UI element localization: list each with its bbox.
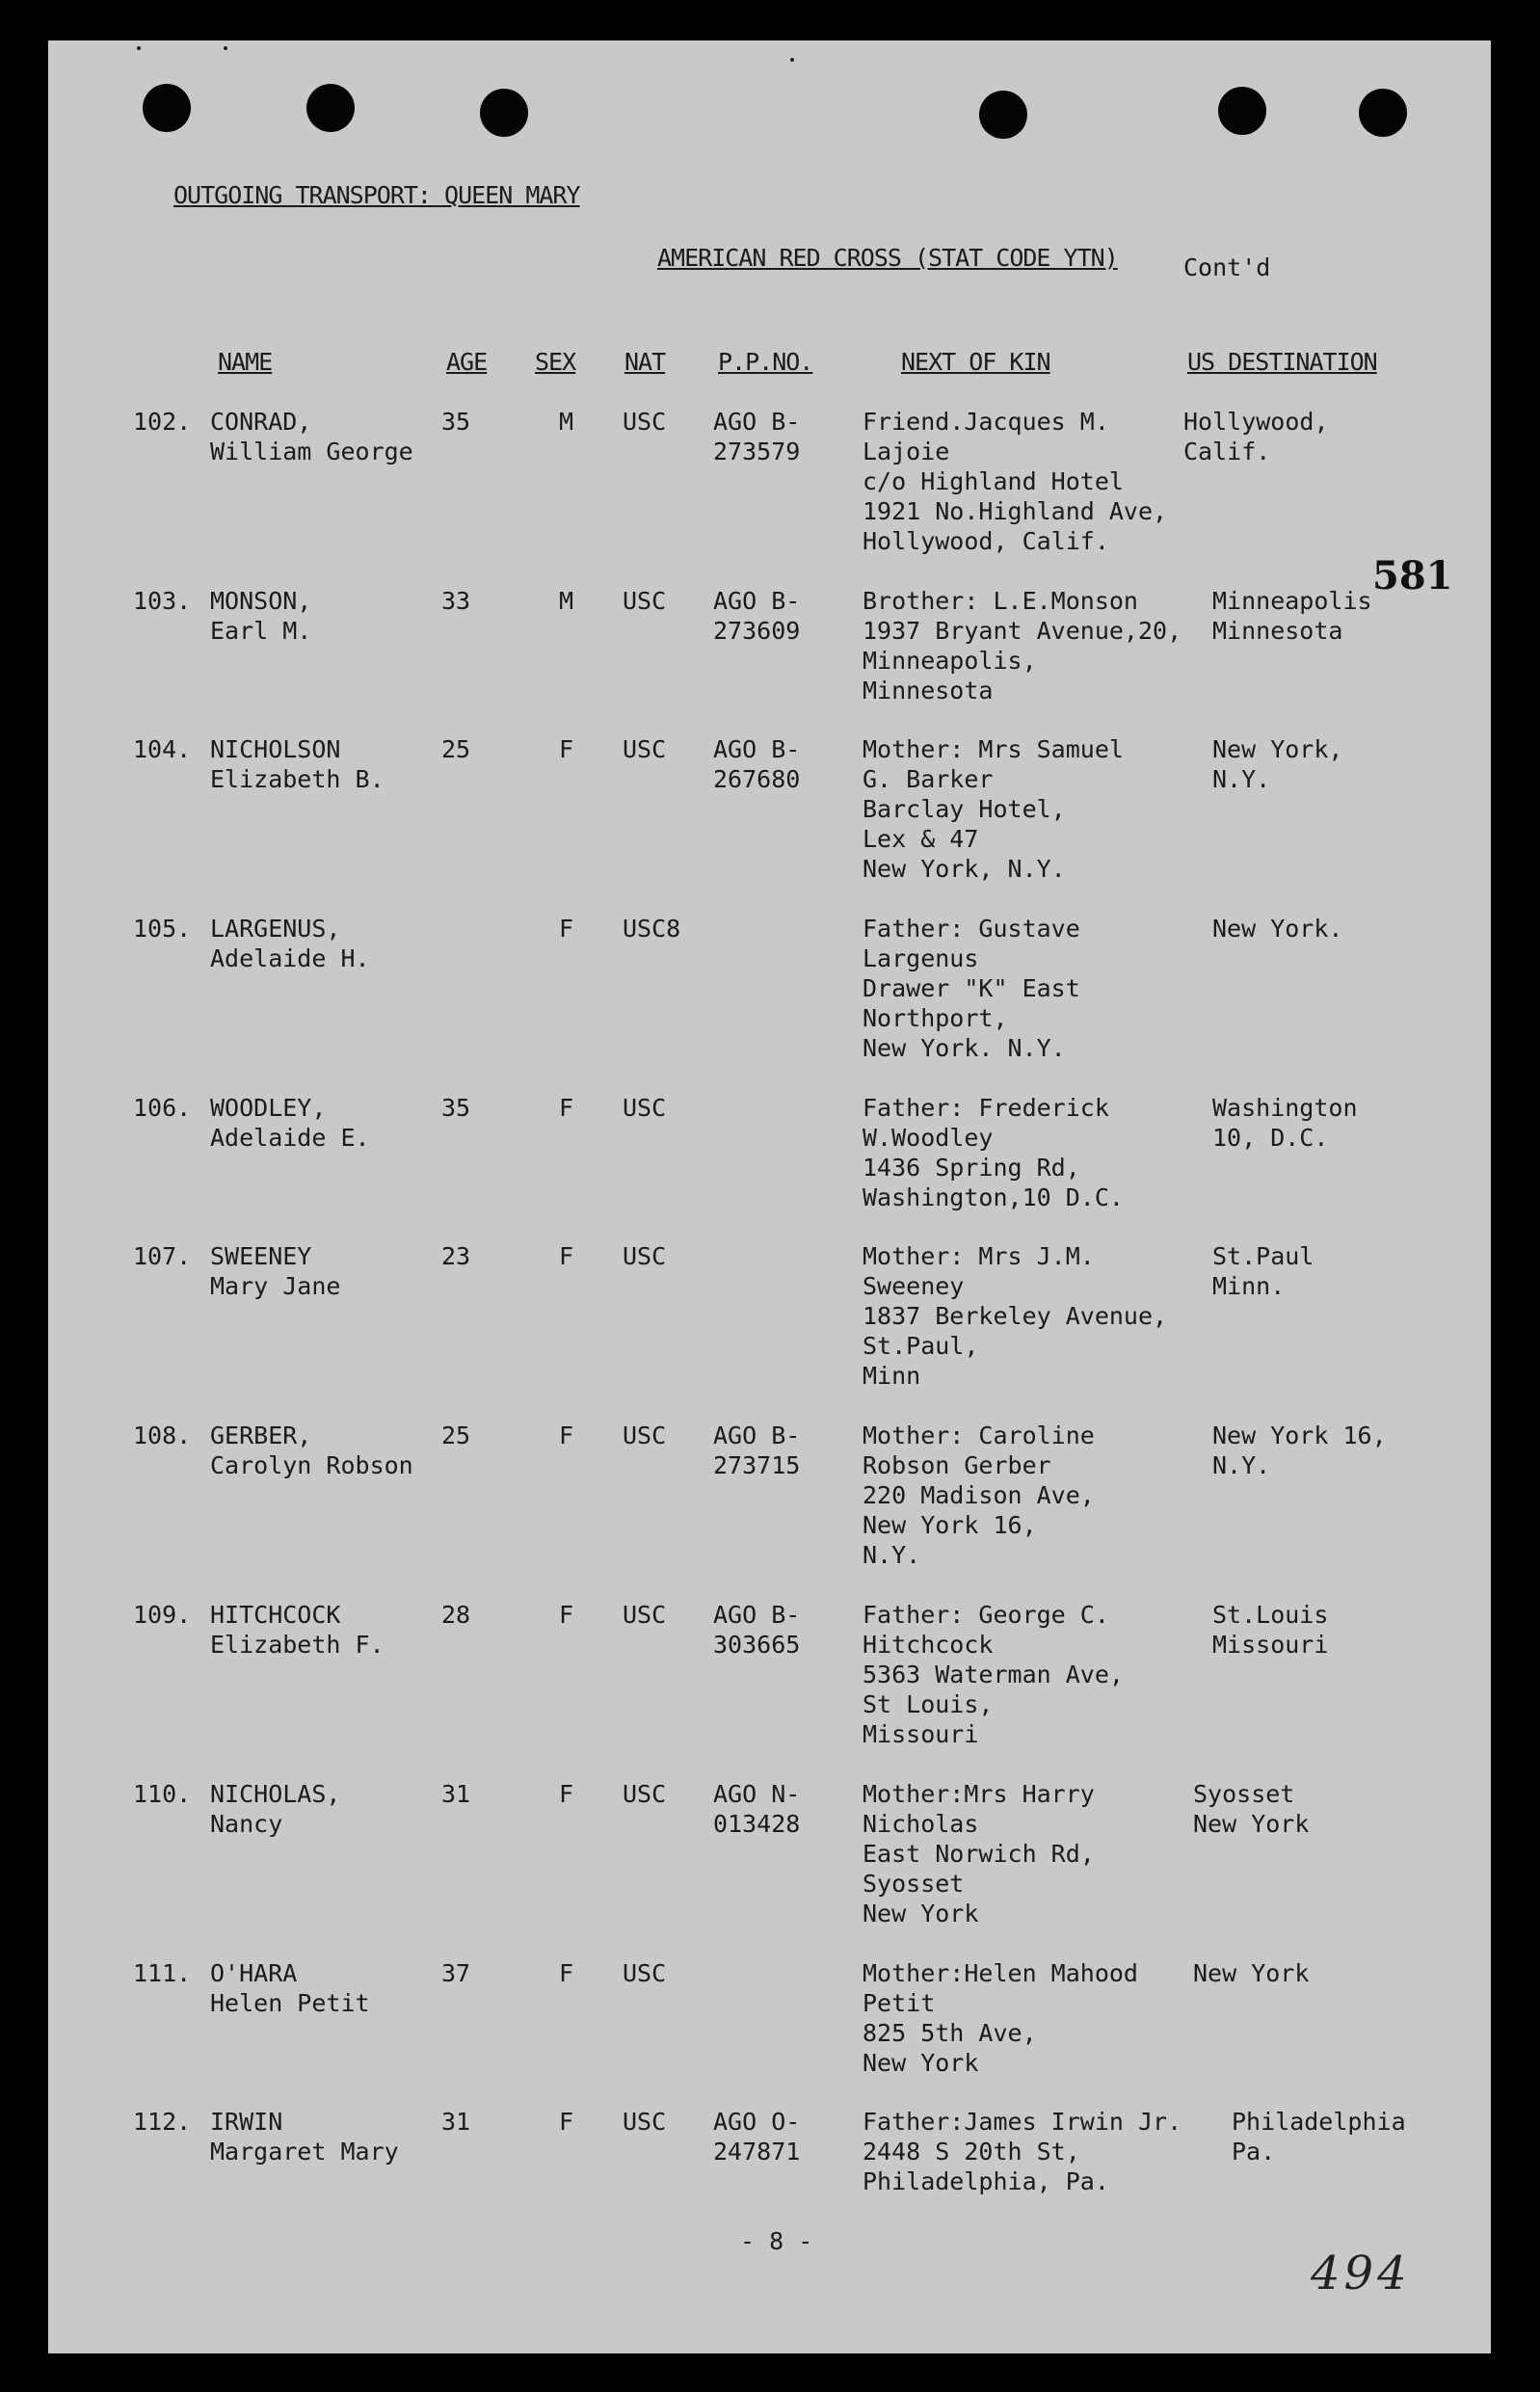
entry-next-of-kin: Friend.Jacques M. Lajoie c/o Highland Hotel 1921 No.Highland Ave, Hollywood, Calif. bbox=[863, 408, 1168, 555]
entry-nationality: USC bbox=[623, 1094, 667, 1122]
entry-passport-number: AGO N- 013428 bbox=[713, 1780, 801, 1838]
entry-number: 110. bbox=[133, 1780, 192, 1808]
entry-next-of-kin: Mother: Caroline Robson Gerber 220 Madison Ave, New York 16, N.Y. bbox=[863, 1422, 1095, 1569]
entry-name: NICHOLSON Elizabeth B. bbox=[210, 735, 385, 793]
entry-name: WOODLEY, Adelaide E. bbox=[210, 1094, 370, 1152]
entry-age: 25 bbox=[441, 1422, 471, 1449]
handwritten-number: 494 bbox=[1311, 2246, 1411, 2300]
entry-age: 23 bbox=[441, 1242, 471, 1270]
column-age: AGE bbox=[446, 348, 488, 376]
entry-nationality: USC bbox=[623, 1601, 667, 1629]
entry-sex: M bbox=[559, 408, 574, 436]
page-number: - 8 - bbox=[740, 2227, 813, 2255]
entry-number: 107. bbox=[133, 1242, 192, 1270]
entry-us-destination: St.Louis Missouri bbox=[1212, 1601, 1329, 1659]
speck bbox=[790, 58, 794, 62]
entry-us-destination: Washington 10, D.C. bbox=[1212, 1094, 1358, 1152]
entry-number: 109. bbox=[133, 1601, 192, 1629]
entry-number: 112. bbox=[133, 2108, 192, 2136]
entry-nationality: USC bbox=[623, 587, 667, 615]
punch-hole bbox=[1359, 89, 1407, 137]
stamp-number: 581 bbox=[1372, 553, 1453, 598]
entry-us-destination: New York 16, N.Y. bbox=[1212, 1422, 1387, 1479]
column-pp-no: P.P.NO. bbox=[718, 348, 813, 376]
entry-us-destination: New York. bbox=[1212, 915, 1343, 943]
entry-next-of-kin: Father: Gustave Largenus Drawer "K" East Northport, New York. N.Y. bbox=[863, 915, 1080, 1062]
entry-sex: F bbox=[559, 915, 574, 943]
punch-hole bbox=[1218, 87, 1266, 135]
speck bbox=[137, 46, 141, 50]
entry-number: 104. bbox=[133, 735, 192, 763]
entry-nationality: USC bbox=[623, 1959, 667, 1987]
entry-sex: F bbox=[559, 1959, 574, 1987]
entry-next-of-kin: Mother: Mrs J.M. Sweeney 1837 Berkeley Avenue, St.Paul, Minn bbox=[863, 1242, 1168, 1390]
entry-nationality: USC bbox=[623, 1422, 667, 1449]
entry-nationality: USC bbox=[623, 735, 667, 763]
entry-sex: F bbox=[559, 1094, 574, 1122]
entry-sex: F bbox=[559, 735, 574, 763]
entry-sex: F bbox=[559, 2108, 574, 2136]
entry-age: 28 bbox=[441, 1601, 471, 1629]
entry-number: 103. bbox=[133, 587, 192, 615]
entry-us-destination: St.Paul Minn. bbox=[1212, 1242, 1314, 1300]
entry-sex: F bbox=[559, 1780, 574, 1808]
entry-number: 105. bbox=[133, 915, 192, 943]
column-nat: NAT bbox=[624, 348, 666, 376]
entry-name: GERBER, Carolyn Robson bbox=[210, 1422, 413, 1479]
column-us-destination: US DESTINATION bbox=[1187, 348, 1377, 376]
entry-passport-number: AGO B- 273579 bbox=[713, 408, 801, 465]
entry-us-destination: Hollywood, Calif. bbox=[1183, 408, 1329, 465]
entry-passport-number: AGO B- 267680 bbox=[713, 735, 801, 793]
entry-nationality: USC bbox=[623, 2108, 667, 2136]
column-sex: SEX bbox=[535, 348, 576, 376]
column-name: NAME bbox=[218, 348, 273, 376]
entry-nationality: USC bbox=[623, 408, 667, 436]
entry-age: 33 bbox=[441, 587, 471, 615]
entry-age: 35 bbox=[441, 1094, 471, 1122]
entry-sex: F bbox=[559, 1601, 574, 1629]
entry-age: 31 bbox=[441, 1780, 471, 1808]
entry-number: 108. bbox=[133, 1422, 192, 1449]
entry-passport-number: AGO B- 303665 bbox=[713, 1601, 801, 1659]
entry-name: IRWIN Margaret Mary bbox=[210, 2108, 399, 2166]
continued-label: Cont'd bbox=[1183, 253, 1271, 281]
organization-header: AMERICAN RED CROSS (STAT CODE YTN) bbox=[657, 244, 1118, 272]
entry-age: 25 bbox=[441, 735, 471, 763]
entry-name: CONRAD, William George bbox=[210, 408, 413, 465]
entry-us-destination: New York bbox=[1193, 1959, 1310, 1987]
punch-hole bbox=[306, 84, 355, 132]
entry-name: NICHOLAS, Nancy bbox=[210, 1780, 341, 1838]
entry-next-of-kin: Mother:Mrs Harry Nicholas East Norwich Rd, Syosset New York bbox=[863, 1780, 1095, 1927]
entry-passport-number: AGO B- 273609 bbox=[713, 587, 801, 645]
punch-hole bbox=[480, 89, 528, 137]
entry-age: 35 bbox=[441, 408, 471, 436]
entry-us-destination: Philadelphia Pa. bbox=[1232, 2108, 1406, 2166]
punch-hole bbox=[979, 91, 1027, 139]
entry-sex: M bbox=[559, 587, 574, 615]
entry-name: HITCHCOCK Elizabeth F. bbox=[210, 1601, 385, 1659]
document-page bbox=[48, 40, 1491, 2353]
entry-age: 37 bbox=[441, 1959, 471, 1987]
column-next-of-kin: NEXT OF KIN bbox=[901, 348, 1050, 376]
entry-us-destination: Minneapolis Minnesota bbox=[1212, 587, 1372, 645]
entry-nationality: USC bbox=[623, 1780, 667, 1808]
entry-name: MONSON, Earl M. bbox=[210, 587, 312, 645]
entry-next-of-kin: Mother: Mrs Samuel G. Barker Barclay Hotel, Lex & 47 New York, N.Y. bbox=[863, 735, 1124, 883]
entry-next-of-kin: Father:James Irwin Jr. 2448 S 20th St, Philadelphia, Pa. bbox=[863, 2108, 1182, 2195]
entry-next-of-kin: Mother:Helen Mahood Petit 825 5th Ave, New York bbox=[863, 1959, 1138, 2077]
entry-name: SWEENEY Mary Jane bbox=[210, 1242, 341, 1300]
entry-us-destination: Syosset New York bbox=[1193, 1780, 1310, 1838]
entry-number: 102. bbox=[133, 408, 192, 436]
entry-name: O'HARA Helen Petit bbox=[210, 1959, 370, 2017]
entry-number: 111. bbox=[133, 1959, 192, 1987]
entry-number: 106. bbox=[133, 1094, 192, 1122]
entry-age: 31 bbox=[441, 2108, 471, 2136]
punch-hole bbox=[143, 84, 191, 132]
entry-nationality: USC bbox=[623, 1242, 667, 1270]
entry-sex: F bbox=[559, 1422, 574, 1449]
entry-next-of-kin: Brother: L.E.Monson 1937 Bryant Avenue,20, Minneapolis, Minnesota bbox=[863, 587, 1182, 704]
entry-passport-number: AGO O- 247871 bbox=[713, 2108, 801, 2166]
speck bbox=[224, 46, 227, 50]
entry-name: LARGENUS, Adelaide H. bbox=[210, 915, 370, 972]
entry-nationality: USC8 bbox=[623, 915, 681, 943]
entry-next-of-kin: Father: Frederick W.Woodley 1436 Spring Rd, Washington,10 D.C. bbox=[863, 1094, 1124, 1211]
transport-header: OUTGOING TRANSPORT: QUEEN MARY bbox=[173, 181, 580, 209]
entry-us-destination: New York, N.Y. bbox=[1212, 735, 1343, 793]
entry-next-of-kin: Father: George C. Hitchcock 5363 Waterman Ave, St Louis, Missouri bbox=[863, 1601, 1124, 1748]
entry-passport-number: AGO B- 273715 bbox=[713, 1422, 801, 1479]
entry-sex: F bbox=[559, 1242, 574, 1270]
